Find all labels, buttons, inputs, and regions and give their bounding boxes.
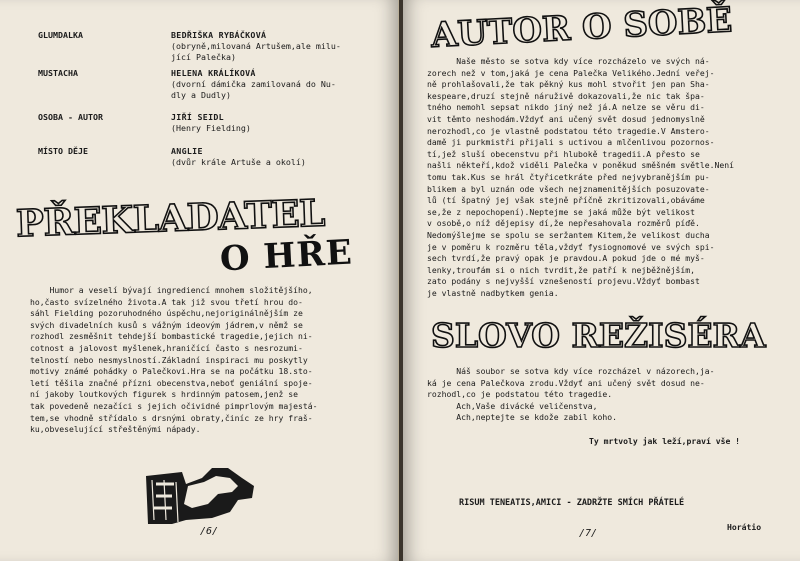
- text-line: ní jakoby loutkových figurek s hrdinným patosem,jenž se: [30, 389, 299, 400]
- text-line: svých divadelních kusů s vážným ideovým jádrem,v němž se: [30, 319, 303, 330]
- director-heading: SLOVO REŽISÉRA: [431, 316, 766, 355]
- director-text: [427, 366, 715, 424]
- text-line: ku,obveselující střeštěnými nápady.: [30, 424, 201, 435]
- cast-actor-name: ANGLIE: [171, 146, 203, 156]
- cast-actor-description: dly a Dudly): [171, 90, 231, 100]
- cast-actor-description: (dvorní dámička zamilovaná do Nu-: [171, 79, 336, 89]
- translator-heading-line1: PŘEKLADATEL: [15, 190, 326, 246]
- text-line: telností nebo nesmyslností.Základní inspiraci mu poskytly: [30, 354, 308, 365]
- text-line: je v poměru k rozměru těla,vždyť fysiognomové ve svých spi-: [427, 241, 715, 252]
- text-line: sech tvrdí,že pravý opak je pravdou.A pokud jde o mé myš-: [427, 253, 705, 264]
- cast-actor-block: [171, 30, 341, 63]
- right-page: [403, 0, 800, 561]
- text-line: lenky,troufám si o nich tvrdit,že patří k nejběžnějším,: [427, 264, 696, 275]
- cast-role: MUSTACHA: [38, 68, 78, 78]
- text-line: tného nemohl sepsat nikdo jiný než já.A nelze se věru di-: [427, 102, 705, 113]
- text-line: tomu tak.Kus se hrál čtyřicetkráte před nejvybranějším pu-: [427, 171, 710, 182]
- translator-text: [30, 285, 318, 436]
- cast-actor-description: (dvůr krále Artuše a okolí): [171, 157, 306, 167]
- text-line: nerozhodl,co je vlastně podstatou této tragedie.V Amstero-: [427, 125, 710, 136]
- cast-actor-name: BEDŘIŠKA RYBÁČKOVÁ: [171, 30, 267, 40]
- cast-actor-description: (obryně,milovaná Artušem,ale milu-: [171, 41, 341, 51]
- text-line: sáhl Fielding pozoruhodného úspěchu,nejoriginálnějším ze: [30, 308, 303, 319]
- text-line: v osobě,o níž dějepisy dí,že nepřesahovala rozměrů píďě.: [427, 218, 700, 229]
- cast-actor-name: HELENA KRÁLÍKOVÁ: [171, 68, 256, 78]
- cast-role: OSOBA - AUTOR: [38, 112, 103, 122]
- left-page: [0, 0, 399, 561]
- text-line: rozhodl zesměšnit tehdejší bombastické tragedie,jejich ni-: [30, 331, 313, 342]
- text-line: rozhodl,co je podstatou této tragedie.: [427, 389, 613, 400]
- text-line: Ach,Vaše divácké veličenstva,: [427, 400, 598, 411]
- text-line: Ach,neptejte se kdože zabil koho.: [427, 412, 618, 423]
- cast-role: GLUMDALKA: [38, 30, 83, 40]
- author-text: [427, 56, 734, 299]
- text-line: ká je cena Palečkova zrodu.Vždyť ani učený svět dosud ne-: [427, 377, 705, 388]
- page-number-right: /7/: [579, 528, 598, 539]
- text-line: zorech než v tom,jaká je cena Palečka Velikého.Jední veřej-: [427, 67, 715, 78]
- text-line: Náš soubor se sotva kdy více rozcházel v názorech,ja-: [427, 366, 715, 376]
- text-line: Naše město se sotva kdy více rozcházelo ve svých ná-: [427, 56, 710, 66]
- cast-actor-block: [171, 68, 336, 101]
- closing-line: Ty mrtvoly jak leží,praví vše !: [589, 436, 741, 446]
- pointing-hand-illustration: [142, 464, 260, 528]
- text-line: letí těšila značné přízni obecenstva,neboť geniální spoje-: [30, 377, 313, 388]
- cast-actor-name: JIŘÍ SEIDL: [171, 112, 224, 122]
- text-line: tí,jež sluší obecenstvu při hlubokě tragedii.A přesto se: [427, 148, 700, 159]
- text-line: zato podány s nejvyšší vznešeností projevu.Vždyť bombast: [427, 276, 700, 287]
- text-line: blikem a byl uznán ode všech nejznamenitějších posuzovate-: [427, 183, 710, 194]
- text-line: kespeare,druzí stejně náruživě dokazovali,že nic tak špa-: [427, 90, 705, 101]
- cast-actor-block: [171, 146, 306, 168]
- text-line: cotnost a jalovost myšlenek,hraničící často s nesrozumi-: [30, 342, 303, 353]
- text-line: motivy známé pohádky o Palečkovi.Hra se na počátku 18.sto-: [30, 366, 313, 377]
- cast-actor-description: (Henry Fielding): [171, 123, 251, 133]
- page-number-left: /6/: [200, 526, 219, 537]
- text-line: lů (tí špatný jej však stejně příčně zkritizovali,obáváme: [427, 195, 705, 206]
- text-line: ho,často svízelného života.A tak již svou třetí hrou do-: [30, 296, 303, 307]
- cast-actor-block: [171, 112, 251, 134]
- text-line: Humor a veselí bývají ingrediencí mnohem složitějšího,: [30, 285, 313, 295]
- motto: RISUM TENEATIS,AMICI - ZADRŽTE SMÍCH PŘÁTELÉ: [459, 498, 685, 508]
- text-line: našli někteří,kdož viděli Palečka v poněkud směšném světle.Není: [427, 160, 734, 171]
- text-line: je vlastně nadbytkem genia.: [427, 287, 559, 298]
- translator-heading-line2: O HŘE: [219, 232, 354, 280]
- text-line: vit těmto neshodám.Vždyť ani učený svět dosud jednomyslně: [427, 113, 705, 124]
- cast-actor-description: jící Palečka): [171, 52, 236, 62]
- text-line: se,že z nepochopení).Neptejme se jaká může být velikost: [427, 206, 696, 217]
- signature: Horátio: [727, 522, 762, 532]
- text-line: damě ji purkmistři přijali s uctivou a mlčenlivou pozornos-: [427, 137, 715, 148]
- author-heading: AUTOR O SOBĚ: [430, 0, 734, 56]
- text-line: tak povedeně nezačíci s jejich očividné pimprlovým majestá-: [30, 400, 318, 411]
- cast-role: MÍSTO DĚJE: [38, 146, 88, 156]
- text-line: tem,se vhodně střídalo s drsnými obraty,činíc ze hry fraš-: [30, 412, 313, 423]
- text-line: Nedomýšlejme se spolu se seržantem Kitem,že velikost ducha: [427, 229, 710, 240]
- text-line: ně prohlašovali,že tak pěkný kus mohl stvořit jen pan Sha-: [427, 79, 710, 90]
